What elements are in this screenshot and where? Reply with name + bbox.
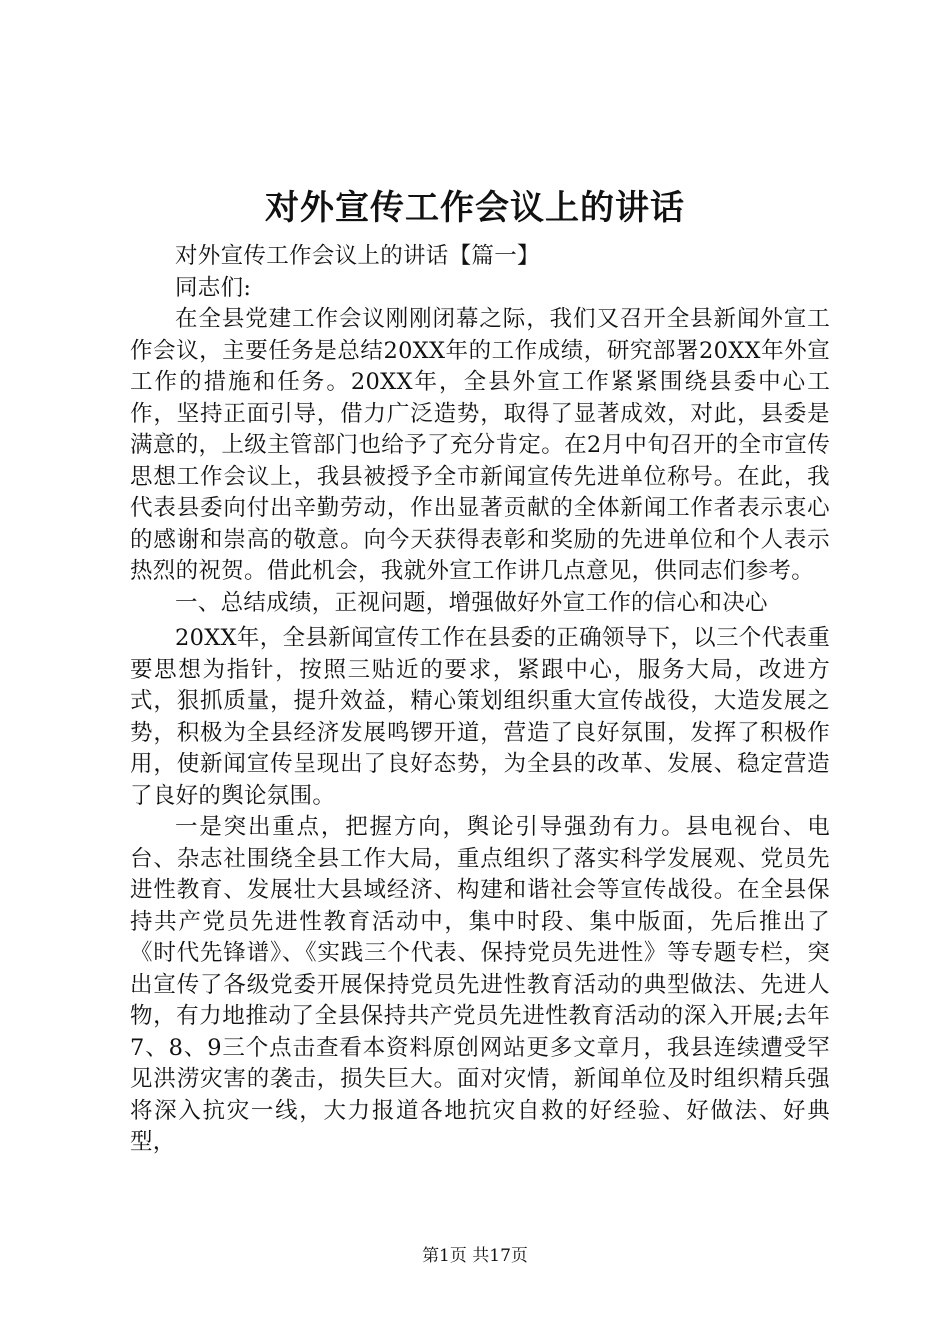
document-subtitle: 对外宣传工作会议上的讲话【篇一】 bbox=[175, 243, 540, 269]
paragraph-summary: 20XX年，全县新闻宣传工作在县委的正确领导下，以三个代表重要思想为指针，按照三贴近的要求，紧跟中心，服务大局，改进方式，狠抓质量，提升效益，精心策划组织重大宣传战役，大造发展之势，积极为全县经济发展鸣锣开道，营造了良好氛围，发挥了积极作用，使新闻宣传呈现出了良好态势，为全县的改革、发展、稳定营造了良好的舆论氛围。 bbox=[130, 625, 830, 809]
document-title: 对外宣传工作会议上的讲话 bbox=[265, 188, 685, 228]
document-body bbox=[130, 241, 830, 1159]
paragraph-intro: 在全县党建工作会议刚刚闭幕之际，我们又召开全县新闻外宣工作会议，主要任务是总结20XX年的工作成绩，研究部署20XX年外宣工作的措施和任务。20XX年，全县外宣工作紧紧围绕县委中心工作，坚持正面引导，借力广泛造势，取得了显著成效，对此，县委是满意的，上级主管部门也给予了充分肯定。在2月中旬召开的全市宣传思想工作会议上，我县被授予全市新闻宣传先进单位称号。在此，我代表县委向付出辛勤劳动，作出显著贡献的全体新闻工作者表示衷心的感谢和崇高的敬意。向今天获得表彰和奖励的先进单位和个人表示热烈的祝贺。借此机会，我就外宣工作讲几点意见，供同志们参考。 bbox=[130, 306, 830, 584]
page-number: 第1页 共17页 bbox=[422, 1246, 528, 1266]
section-heading: 一、总结成绩，正视问题，增强做好外宣工作的信心和决心 bbox=[175, 589, 768, 616]
paragraph-point-one: 一是突出重点，把握方向，舆论引导强劲有力。县电视台、电台、杂志社围绕全县工作大局，重点组织了落实科学发展观、党员先进性教育、发展壮大县域经济、构建和谐社会等宣传战役。在全县保持共产党员先进性教育活动中，集中时段、集中版面，先后推出了《时代先锋谱》、《实践三个代表、保持党员先进性》等专题专栏，突出宣传了各级党委开展保持党员先进性教育活动的典型做法、先进人物，有力地推动了全县保持共产党员先进性教育活动的深入开展;去年7、8、9三个点击查看本资料原创网站更多文章月，我县连续遭受罕见洪涝灾害的袭击，损失巨大。面对灾情，新闻单位及时组织精兵强将深入抗灾一线，大力报道各地抗灾自救的好经验、好做法、好典型， bbox=[130, 814, 830, 1155]
salutation: 同志们: bbox=[175, 274, 252, 301]
